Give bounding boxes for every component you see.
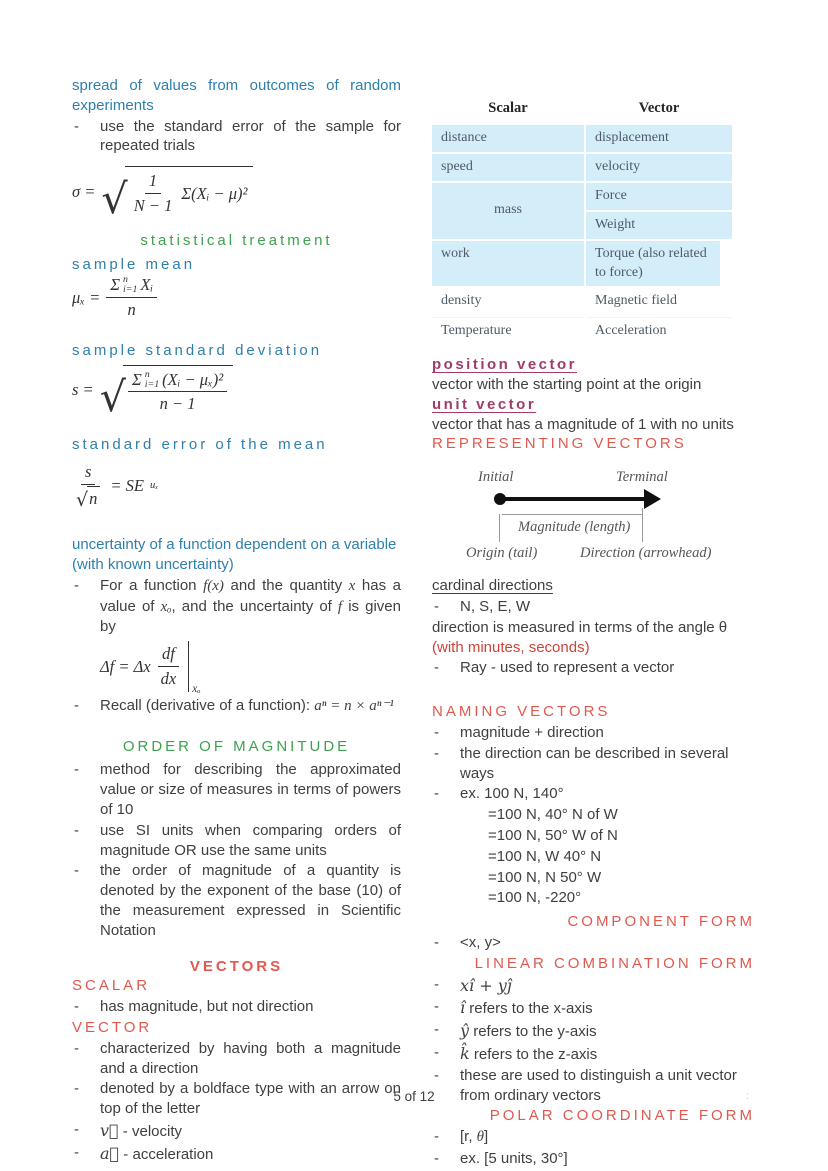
list-item-text: these are used to distinguish a unit vector from ordinary vectors: [460, 1066, 737, 1104]
heading-component-form: COMPONENT FORM: [567, 913, 755, 931]
bullet-dash: -: [434, 1128, 439, 1146]
right-column: [432, 96, 755, 1170]
bullet-dash: -: [434, 598, 439, 616]
formula-population-std-dev: [72, 166, 401, 223]
table-cell: displacement: [586, 125, 732, 152]
list-item-text: characterized by having both a magnitude and a direction: [100, 1039, 401, 1077]
table-cell: Weight: [586, 212, 732, 239]
table-cell: velocity: [586, 154, 732, 181]
list-item-text: For a function f(x) and the quantity x has a value of xₒ, and the uncertainty of f is given by: [100, 576, 401, 636]
vector-anatomy-diagram: [432, 468, 755, 566]
list-item-text: ex. [5 units, 30°]: [460, 1149, 568, 1167]
bullet-dash: -: [74, 696, 79, 714]
list-item: [72, 861, 401, 940]
heading-uncertainty-function: uncertainty of a function dependent on a variable (with known uncertainty): [72, 536, 397, 574]
list-item: [432, 1043, 755, 1065]
table-header-vector: Vector: [638, 100, 680, 116]
sqrt: [101, 166, 253, 223]
equivalent-direction: =100 N, N 50° W: [488, 868, 602, 886]
magnitude-bracket-line: [502, 514, 642, 515]
bullet-dash: -: [434, 998, 439, 1016]
heading-position-vector: position vector: [432, 356, 578, 374]
bullet-dash: -: [74, 576, 79, 594]
bullet-dash: -: [434, 1021, 439, 1039]
table-cell: Magnetic field: [586, 288, 732, 315]
table-cell: Force: [586, 183, 732, 210]
list-item: [432, 997, 755, 1019]
table-cell: density: [432, 288, 584, 315]
list-item-text: use SI units when comparing orders of magnitude OR use the same units: [100, 821, 401, 859]
bullet-dash: -: [434, 933, 439, 951]
heading-cardinal-directions: cardinal directions: [432, 577, 553, 595]
list-item: [432, 933, 755, 953]
intro-paragraph: spread of values from outcomes of random experiments: [72, 77, 401, 114]
formula-sample-std-deviation: s = √ Σ n i=1 (Xᵢ − μₓ)² n − 1: [72, 365, 401, 416]
list-item: [72, 997, 401, 1017]
formula-delta-f: Δf = Δx $\frac{df}{dx}$ xₒ: [100, 641, 401, 692]
bullet-dash: -: [74, 1080, 79, 1098]
bullet-dash: -: [74, 998, 79, 1016]
list-item-text: a⃗ - acceleration: [100, 1143, 214, 1163]
bullet-dash: -: [434, 785, 439, 803]
list-item: [432, 723, 755, 743]
list-item-text: î refers to the x-axis: [460, 998, 593, 1018]
table-cell: Temperature: [432, 317, 584, 345]
list-item-text: xî + yĵ: [460, 975, 512, 995]
sqrt: [99, 365, 233, 422]
fraction: $\frac{df}{dx}$: [157, 641, 190, 692]
list-item: [72, 821, 401, 861]
table-cell-mass: mass: [432, 183, 584, 239]
list-item-text: [r, θ]: [460, 1128, 489, 1146]
bullet-dash: -: [74, 1039, 79, 1057]
bullet-dash: -: [74, 1143, 79, 1161]
list-item: [432, 597, 755, 617]
formula-lhs: σ =: [72, 181, 96, 201]
diagram-label-terminal: Terminal: [616, 469, 668, 486]
radical-sign: √: [76, 488, 89, 511]
bullet-dash: -: [434, 724, 439, 742]
list-item: [432, 975, 755, 997]
fraction: $\frac{1}{N - 1}$: [133, 171, 173, 215]
bullet-dash: -: [74, 761, 79, 779]
heading-order-of-magnitude: ORDER OF MAGNITUDE: [122, 737, 351, 755]
list-item-text: <x, y>: [460, 933, 501, 951]
position-vector-definition: vector with the starting point at the origin: [432, 376, 702, 394]
table-cell: speed: [432, 154, 584, 181]
heading-vector: VECTOR: [72, 1018, 153, 1036]
heading-sample-mean: sample mean: [72, 255, 196, 273]
bullet-dash: -: [434, 1043, 439, 1061]
list-item-text: N, S, E, W: [460, 598, 531, 616]
bullet-dash: -: [74, 862, 79, 880]
list-item-text: k̂ refers to the z-axis: [460, 1043, 598, 1063]
list-item-text: magnitude + direction: [460, 724, 604, 742]
heading-representing-vectors: REPRESENTING VECTORS: [432, 435, 687, 453]
list-item-text: ŷ refers to the y-axis: [460, 1021, 597, 1041]
radical-sign: √: [101, 174, 128, 223]
formula-sample-mean: μₓ = Σ n i=1 Xᵢ n: [72, 274, 401, 321]
list-item-text: the order of magnitude of a quantity is denoted by the exponent of the base (10) of the measurement expressed in Scientific Notation: [100, 862, 401, 939]
diagram-label-direction: Direction (arrowhead): [580, 545, 712, 562]
table-cell: work: [432, 241, 584, 287]
unit-vector-definition: vector that has a magnitude of 1 with no units: [432, 415, 734, 433]
list-item: [72, 576, 401, 637]
bullet-dash: -: [74, 821, 79, 839]
list-item: [72, 696, 401, 717]
page-number: 5 of 12: [393, 1089, 435, 1104]
scalar-vector-table: [432, 96, 732, 345]
list-item: [72, 1120, 401, 1142]
list-item-text: denoted by a boldface type with an arrow on top of the letter: [100, 1080, 401, 1118]
heading-standard-error: standard error of the mean: [72, 436, 328, 454]
fraction: s √ n: [72, 461, 104, 511]
bracket-tick-left: [499, 514, 500, 542]
heading-vectors: VECTORS: [189, 957, 284, 975]
angle-measure-paragraph: direction is measured in terms of the angle θ (with minutes, seconds): [432, 618, 728, 656]
heading-statistical-treatment: statistical treatment: [140, 231, 333, 249]
list-item: [72, 1039, 401, 1079]
list-item-text: Recall (derivative of a function): aⁿ = n × aⁿ⁻¹: [100, 696, 394, 714]
bullet-dash: -: [74, 117, 79, 135]
evaluated-at: $\frac{df}{dx}$ xₒ: [157, 641, 201, 692]
bullet-dash: -: [434, 975, 439, 993]
list-item: [432, 658, 755, 678]
list-item-text: Ray - used to represent a vector: [460, 659, 675, 677]
equivalent-direction: =100 N, 50° W of N: [488, 827, 618, 844]
list-item-text: v⃗ - velocity: [100, 1120, 182, 1140]
fraction: Σ n i=1 (Xᵢ − μₓ)² n − 1: [128, 369, 227, 416]
equivalent-direction: =100 N, W 40° N: [488, 847, 602, 865]
list-item-text: method for describing the approximated value or size of measures in terms of powers of 10: [100, 761, 401, 818]
heading-unit-vector: unit vector: [432, 395, 537, 413]
list-item-text: use the standard error of the sample for repeated trials: [100, 117, 401, 155]
bullet-dash: -: [434, 1066, 439, 1084]
table-header-scalar: Scalar: [488, 100, 528, 116]
heading-scalar: SCALAR: [72, 977, 151, 995]
list-item-text: has magnitude, but not direction: [100, 998, 314, 1016]
formula-tail: Σ(Xᵢ − μ)²: [181, 183, 248, 203]
list-item: [432, 744, 755, 784]
radical-sign: √: [99, 373, 126, 422]
bullet-dash: -: [434, 1149, 439, 1167]
list-item-text: ex. 100 N, 140°: [460, 785, 564, 803]
diagram-label-origin: Origin (tail): [466, 545, 538, 562]
table-cell: distance: [432, 125, 584, 152]
formula-standard-error: s √ n = SE uₓ: [72, 461, 401, 511]
fraction: Σ n i=1 Xᵢ n: [106, 274, 157, 321]
equivalent-direction: =100 N, 40° N of W: [488, 806, 618, 824]
bullet-dash: -: [74, 1120, 79, 1138]
heading-linear-combination-form: LINEAR COMBINATION FORM: [474, 954, 755, 972]
diagram-label-magnitude: Magnitude (length): [518, 519, 631, 536]
list-item: [432, 1149, 755, 1169]
table-cell: Acceleration: [586, 317, 732, 345]
heading-polar-coordinate-form: POLAR COORDINATE FORM: [489, 1107, 755, 1125]
heading-sample-std-deviation: sample standard deviation: [72, 341, 323, 359]
diagram-label-initial: Initial: [478, 469, 514, 486]
bullet-dash: -: [434, 659, 439, 677]
bracket-tick-right: [642, 508, 643, 542]
list-item: [72, 1143, 401, 1165]
list-item: [432, 1020, 755, 1042]
table-cell: Torque (also related to force): [586, 241, 720, 287]
list-item: [432, 1127, 755, 1148]
sqrt: √ n: [76, 486, 100, 510]
list-item: [72, 117, 401, 157]
equivalent-direction: =100 N, -220°: [488, 889, 582, 907]
left-column: [72, 76, 401, 1166]
bullet-dash: -: [434, 744, 439, 762]
vector-shaft: [500, 497, 646, 501]
list-item: [432, 784, 755, 804]
vector-arrowhead: [644, 489, 661, 509]
heading-naming-vectors: NAMING VECTORS: [432, 703, 611, 721]
list-item-text: the direction can be described in several ways: [460, 744, 729, 782]
faint-margin-mark: :: [746, 1091, 749, 1102]
list-item: [72, 760, 401, 819]
